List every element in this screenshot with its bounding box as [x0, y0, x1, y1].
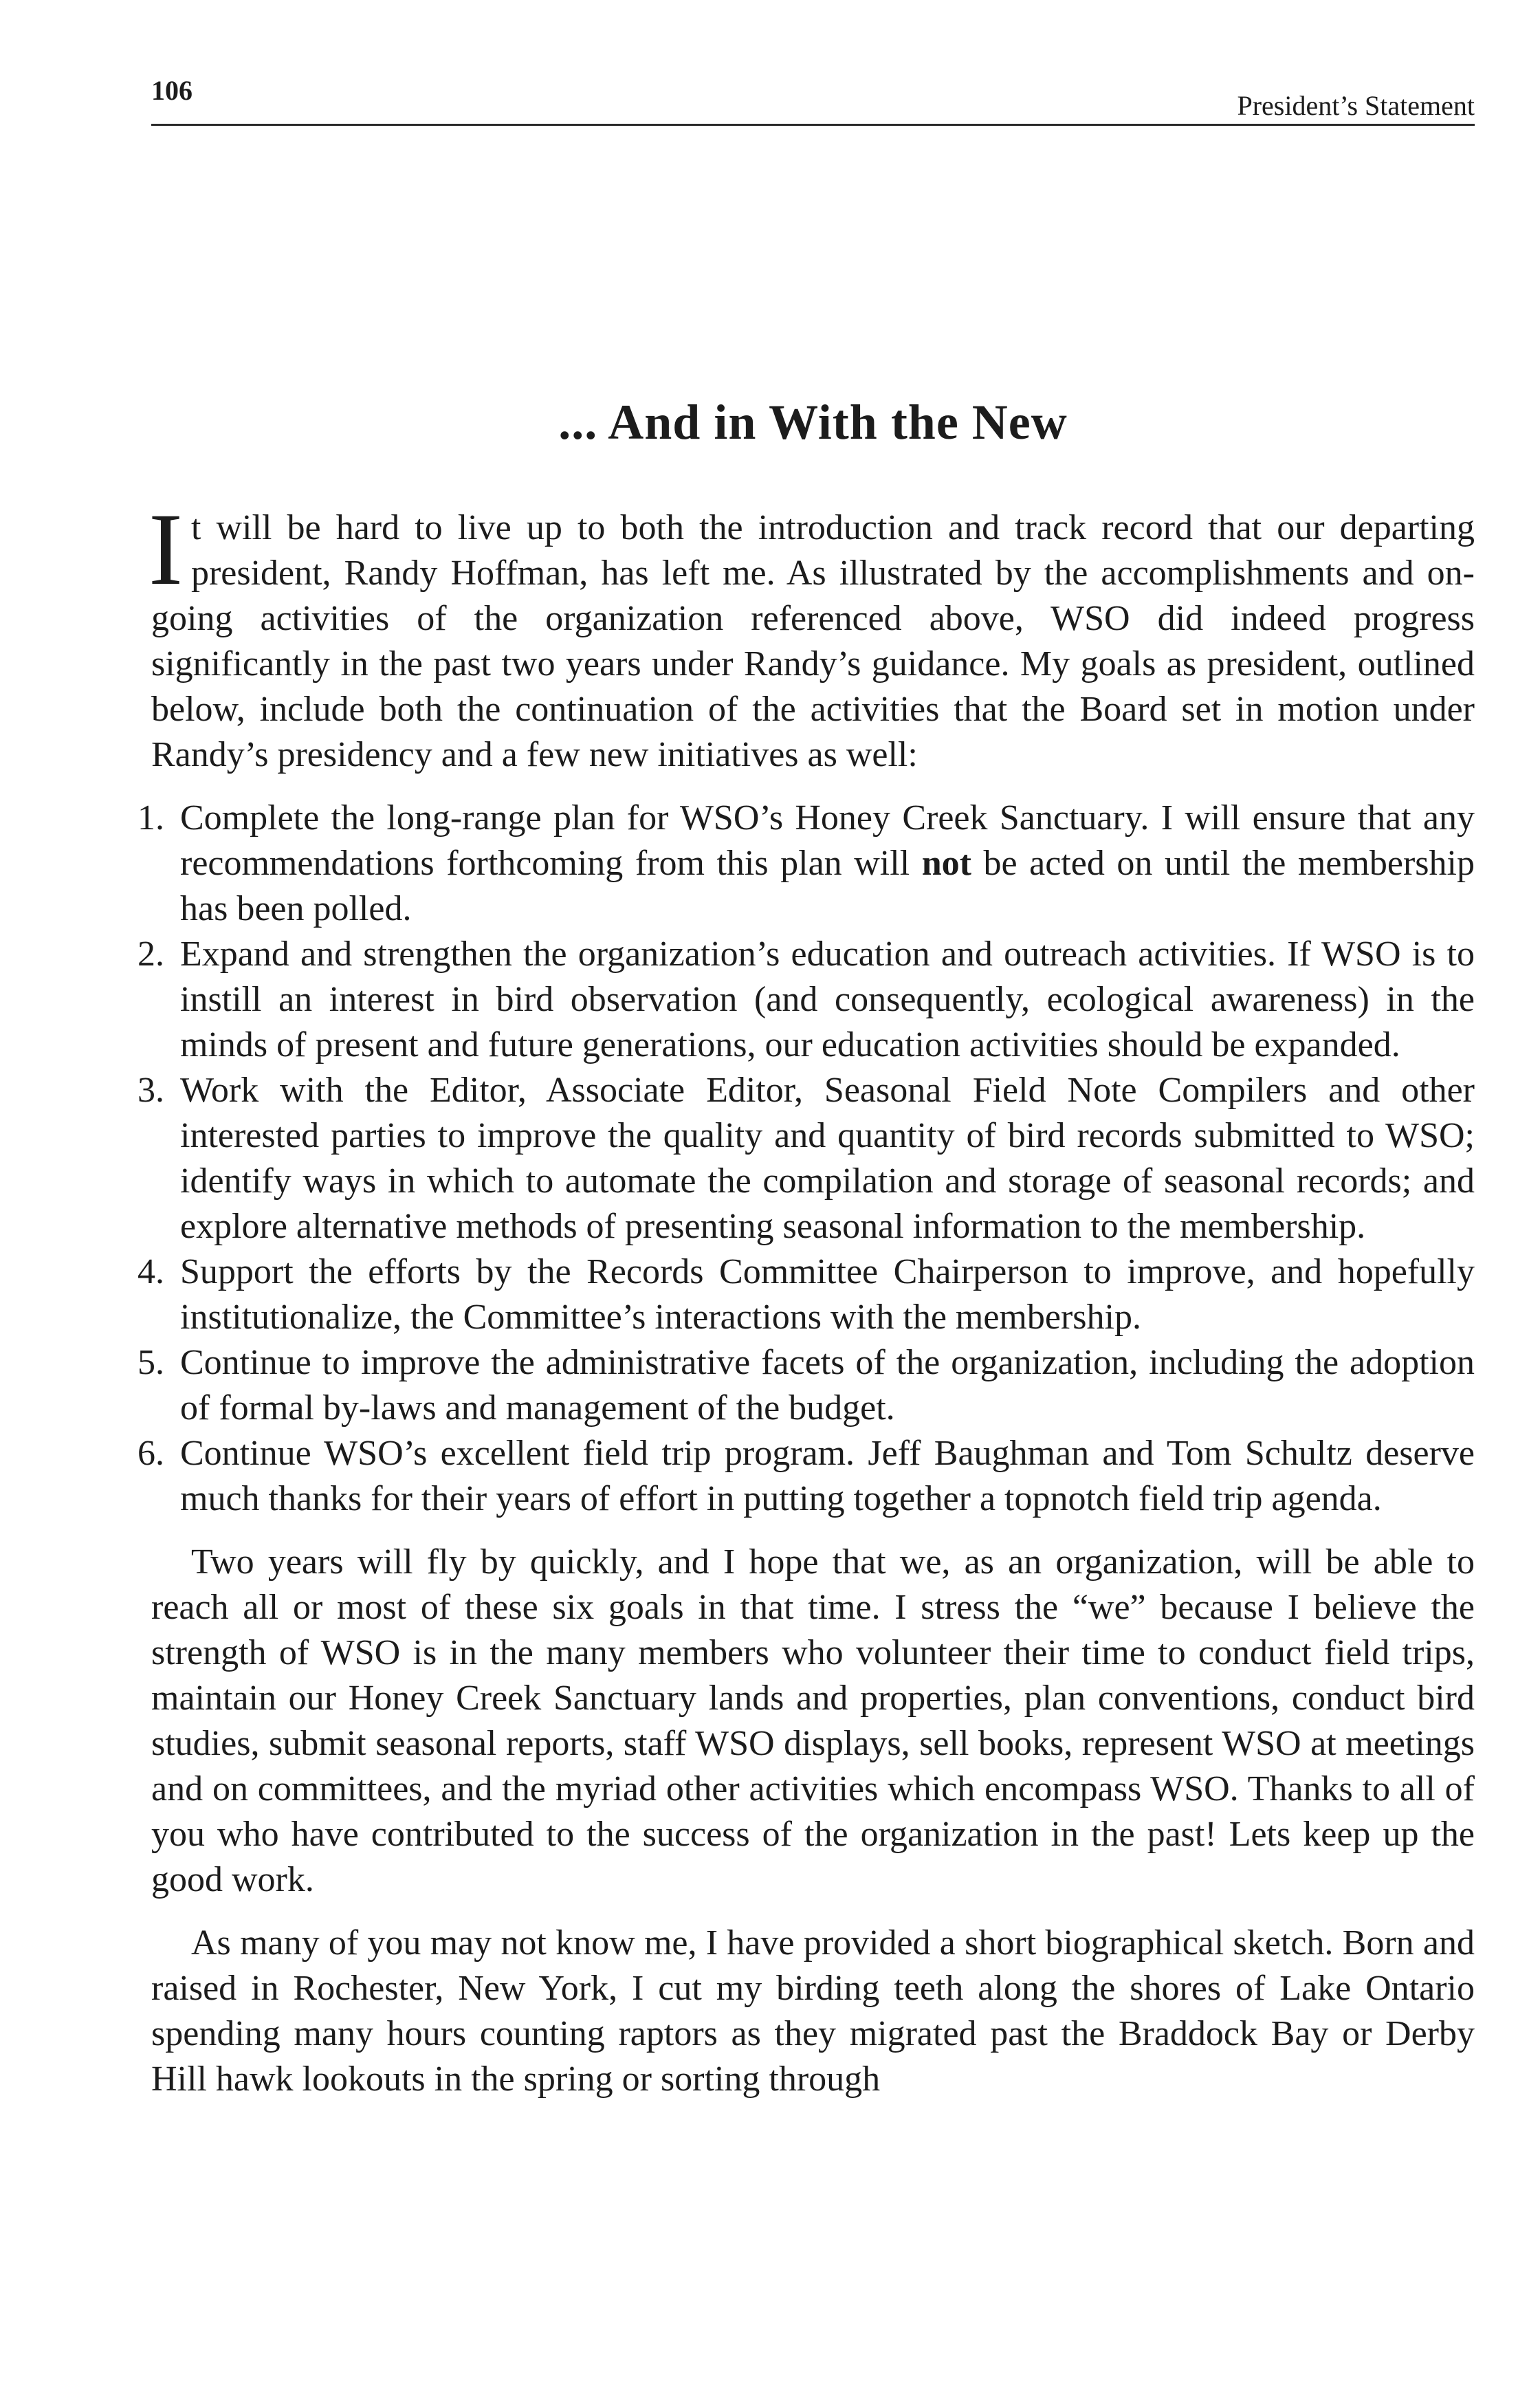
goal-number: 4.: [138, 1252, 164, 1291]
goal-number: 1.: [138, 798, 164, 838]
goal-item-6: [138, 1431, 1475, 1522]
goal-item-3: [138, 1068, 1475, 1249]
goal-item-1: [138, 796, 1475, 932]
drop-cap: I: [148, 492, 183, 607]
goal-text: Continue to improve the administrative facets of the organization, including the adoption of formal by-laws and management of the budget.: [180, 1343, 1475, 1428]
running-header: [151, 69, 1475, 126]
goal-item-5: [138, 1340, 1475, 1431]
article-body: [138, 492, 1475, 2102]
goal-text: Support the efforts by the Records Committee Chairperson to improve, and hopefully institutionalize, the Committee’s interactions with the membership.: [180, 1252, 1475, 1337]
document-page: [138, 0, 1475, 2393]
goal-number: 2.: [138, 935, 164, 974]
goal-emphasis: not: [921, 844, 971, 883]
body-paragraph-3: As many of you may not know me, I have provided a short biographical sketch. Born and raised in Rochester, New York, I cut my birding teeth along the shores of Lake Ontario spending many hours counting raptors as they migrated past the Braddock Bay or Derby Hill hawk lookouts in the spring or sorting through: [151, 1923, 1475, 2099]
goal-item-4: [138, 1249, 1475, 1340]
goal-number: 6.: [138, 1434, 164, 1473]
goals-list: [138, 796, 1475, 1522]
goal-text: Complete the long-range plan for WSO’s Honey Creek Sanctuary. I will ensure that any recommendations forthcoming from this plan will: [180, 798, 1475, 883]
section-name: President’s Statement: [1237, 90, 1475, 121]
goal-text: Continue WSO’s excellent field trip program. Jeff Baughman and Tom Schultz deserve much thanks for their years of effort in putting together a topnotch field trip agenda.: [180, 1434, 1475, 1518]
goal-number: 5.: [138, 1343, 164, 1382]
goal-item-2: [138, 932, 1475, 1068]
goal-number: 3.: [138, 1071, 164, 1110]
goal-text: be acted on until the membership has been polled.: [180, 844, 1475, 928]
goal-text: Expand and strengthen the organization’s education and outreach activities. If WSO is to instill an interest in bird observation (and consequently, ecological awareness) in the minds of present and future generations, our education activities should be expanded.: [180, 935, 1475, 1064]
article-title: ... And in With the New: [558, 395, 1068, 450]
page-number: 106: [151, 75, 192, 106]
goal-text: Work with the Editor, Associate Editor, Seasonal Field Note Compilers and other interested parties to improve the quality and quantity of bird records submitted to WSO; identify ways in which to automate the compilation and storage of seasonal records; and explore alternative methods of presenting seasonal information to the membership.: [180, 1071, 1475, 1246]
intro-text: t will be hard to live up to both the introduction and track record that our departing president, Randy Hoffman, has left me. As illustrated by the accomplishments and on-going activities of the organization referenced above, WSO did indeed progress significantly in the past two years under Randy’s guidance. My goals as president, outlined below, include both the continuation of the activities that the Board set in motion under Randy’s presidency and a few new initiatives as well:: [151, 508, 1475, 774]
body-paragraph-2: Two years will fly by quickly, and I hope that we, as an organization, will be able to reach all or most of these six goals in that time. I stress the “we” because I believe the strength of WSO is in the many members who volunteer their time to conduct field trips, maintain our Honey Creek Sanctuary lands and properties, plan conventions, conduct bird studies, submit seasonal reports, staff WSO displays, sell books, represent WSO at meetings and on committees, and the myriad other activities which encompass WSO. Thanks to all of you who have contributed to the success of the organization in the past! Lets keep up the good work.: [151, 1542, 1475, 1899]
intro-paragraph: [148, 492, 1475, 778]
